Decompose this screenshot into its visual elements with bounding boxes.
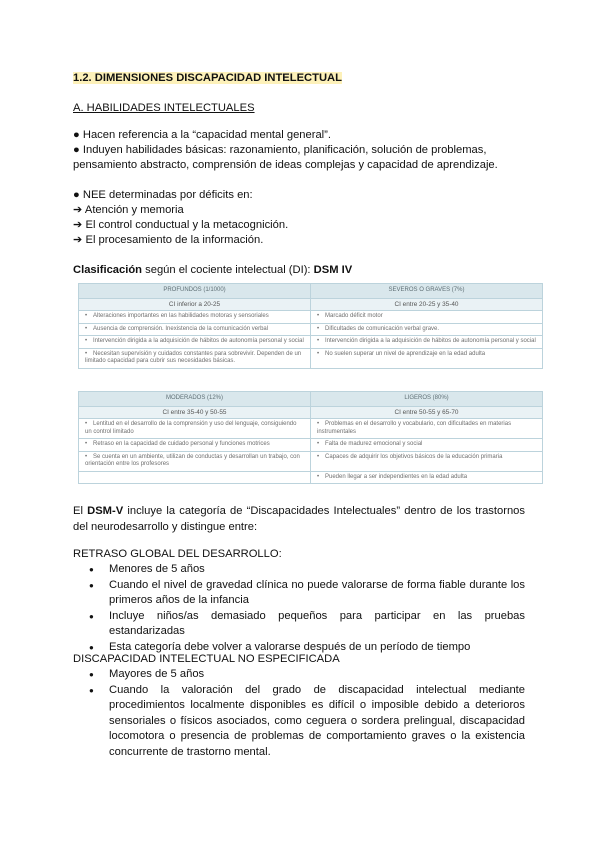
table-cell: • Marcado déficit motor	[311, 311, 543, 324]
cell-text: Dificultades de comunicación verbal grave.	[325, 325, 440, 332]
table-cell: • Intervención dirigida a la adquisición de hábitos de autonomía personal y social	[311, 336, 543, 349]
retraso-list	[73, 562, 525, 656]
cell-text: Necesitan supervisión y cuidados constantes para sobrevivir. Dependen de un limitado capacidad para cubrir sus necesidades básicas.	[85, 350, 302, 364]
subheader-moderados: CI entre 35-40 y 50-55	[79, 406, 311, 419]
dsm5-post: incluye la categoría de “Discapacidades Intelectuales” dentro de los trastornos del neurodesarrollo y distingue entre:	[73, 505, 525, 533]
cell-text: Ausencia de comprensión. Inexistencia de la comunicación verbal	[93, 325, 269, 332]
table-cell: • Dificultades de comunicación verbal grave.	[311, 323, 543, 336]
arrow-processing: ➔ El procesamiento de la información.	[73, 234, 264, 246]
classification-table-2	[78, 391, 543, 484]
cell-text: Lentitud en el desarrollo de la comprensión y uso del lenguaje, consiguiendo un control limitado	[85, 421, 297, 435]
table-cell: • Pueden llegar a ser independientes en la edad adulta	[311, 471, 543, 484]
bullet-nee: ● NEE determinadas por déficits en:	[73, 189, 253, 201]
header-profundos: PROFUNDOS (1/1000)	[79, 284, 311, 299]
cell-text: Alteraciones importantes en las habilidades motoras y sensoriales	[93, 313, 269, 319]
subheader-severos: CI entre 20-25 y 35-40	[311, 298, 543, 311]
classification-label: Clasificación	[73, 264, 143, 276]
table-cell: • Capaces de adquirir los objetivos básicos de la educación primaria	[311, 451, 543, 471]
header-ligeros: LIGEROS (80%)	[311, 392, 543, 407]
cell-text: Retraso en la capacidad de cuidado personal y funciones motrices	[93, 441, 270, 447]
arrow-control: ➔ El control conductual y la metacognición.	[73, 219, 289, 231]
subheader-profundos: CI inferior a 20-25	[79, 298, 311, 311]
table-cell: • Lentitud en el desarrollo de la comprensión y uso del lenguaje, consiguiendo un control limitado	[79, 419, 311, 439]
retraso-title: RETRASO GLOBAL DEL DESARROLLO:	[73, 548, 282, 560]
classification-table-1	[78, 283, 543, 369]
list-item: ● Incluye niños/as demasiado pequeños para participar en las pruebas estandarizadas	[109, 609, 525, 640]
table-cell: • Retraso en la capacidad de cuidado personal y funciones motrices	[79, 439, 311, 452]
cell-text: Problemas en el desarrollo y vocabulario, con dificultades en materias instrumentales	[317, 421, 512, 435]
list-item: ● Menores de 5 años	[109, 562, 525, 578]
table-cell: • No suelen superar un nivel de aprendizaje en la edad adulta	[311, 348, 543, 368]
cell-text: Marcado déficit motor	[325, 313, 383, 319]
header-severos: SEVEROS O GRAVES (7%)	[311, 284, 543, 299]
list-item: ● Esta categoría debe volver a valorarse después de un período de tiempo	[109, 640, 525, 656]
classification-manual: DSM IV	[313, 264, 353, 276]
table-cell: • Intervención dirigida a la adquisición de hábitos de autonomía personal y social	[79, 336, 311, 349]
classification-text: según el cociente intelectual (DI):	[142, 264, 314, 276]
table-cell: • Falta de madurez emocional y social	[311, 439, 543, 452]
subsection-title: A. HABILIDADES INTELECTUALES	[73, 102, 255, 114]
cell-text: Pueden llegar a ser independientes en la edad adulta	[325, 473, 468, 480]
dsm5-manual: DSM-V	[87, 505, 124, 517]
cell-text: Capaces de adquirir los objetivos básicos de la educación primaria	[325, 453, 503, 460]
cell-text: Intervención dirigida a la adquisición de hábitos de autonomía personal y social	[93, 338, 304, 344]
classification-line	[73, 263, 525, 278]
section-title	[73, 71, 525, 86]
cell-text: No suelen superar un nivel de aprendizaje en la edad adulta	[325, 350, 486, 357]
dsm5-intro	[73, 503, 525, 535]
list-item: ● Mayores de 5 años	[109, 667, 525, 683]
cell-text: Intervención dirigida a la adquisición de hábitos de autonomía personal y social	[325, 338, 536, 344]
table-cell: • Problemas en el desarrollo y vocabulario, con dificultades en materias instrumentales	[311, 419, 543, 439]
table-cell: • Alteraciones importantes en las habilidades motoras y sensoriales	[79, 311, 311, 324]
dsm5-pre: El	[73, 505, 88, 517]
cell-text: Se cuenta en un ambiente, utilizan de conductas y desarrollan un trabajo, con orientación entre los profesores	[85, 453, 300, 467]
subheader-ligeros: CI entre 50-55 y 65-70	[311, 406, 543, 419]
header-moderados: MODERADOS (12%)	[79, 392, 311, 407]
cell-text: Falta de madurez emocional y social	[325, 441, 423, 447]
no-especificada-title: DISCAPACIDAD INTELECTUAL NO ESPECIFICADA	[73, 653, 340, 665]
no-especificada-list	[73, 667, 525, 761]
bullet-skills: ● Induyen habilidades básicas: razonamiento, planificación, solución de problemas, pensamiento abstracto, comprensión de ideas complejas y capacidad de aprendizaje.	[73, 144, 498, 171]
list-item: ● Cuando el nivel de gravedad clínica no puede valorarse de forma fiable durante los primeros años de la infancia	[109, 578, 525, 609]
section-title-text: 1.2. DIMENSIONES DISCAPACIDAD INTELECTUAL	[73, 72, 342, 84]
list-item: ● Cuando la valoración del grado de discapacidad intelectual mediante procedimientos localmente disponibles es difícil o imposible debido a deterioros sensoriales o físicos asociados, como ceguera o sordera prelingual, discapacidad locomotora o presencia de problemas de comportamiento graves o la existencia concurrente de trastorno mental.	[109, 683, 525, 761]
arrow-attention: ➔ Atención y memoria	[73, 204, 184, 216]
table-cell	[79, 471, 311, 484]
bullet-capacity: ● Hacen referencia a la “capacidad mental general”.	[73, 129, 331, 141]
table-cell: • Ausencia de comprensión. Inexistencia de la comunicación verbal	[79, 323, 311, 336]
table-cell: • Necesitan supervisión y cuidados constantes para sobrevivir. Dependen de un limitado capacidad para cubrir sus necesidades básicas.	[79, 348, 311, 368]
table-cell: • Se cuenta en un ambiente, utilizan de conductas y desarrollan un trabajo, con orientación entre los profesores	[79, 451, 311, 471]
